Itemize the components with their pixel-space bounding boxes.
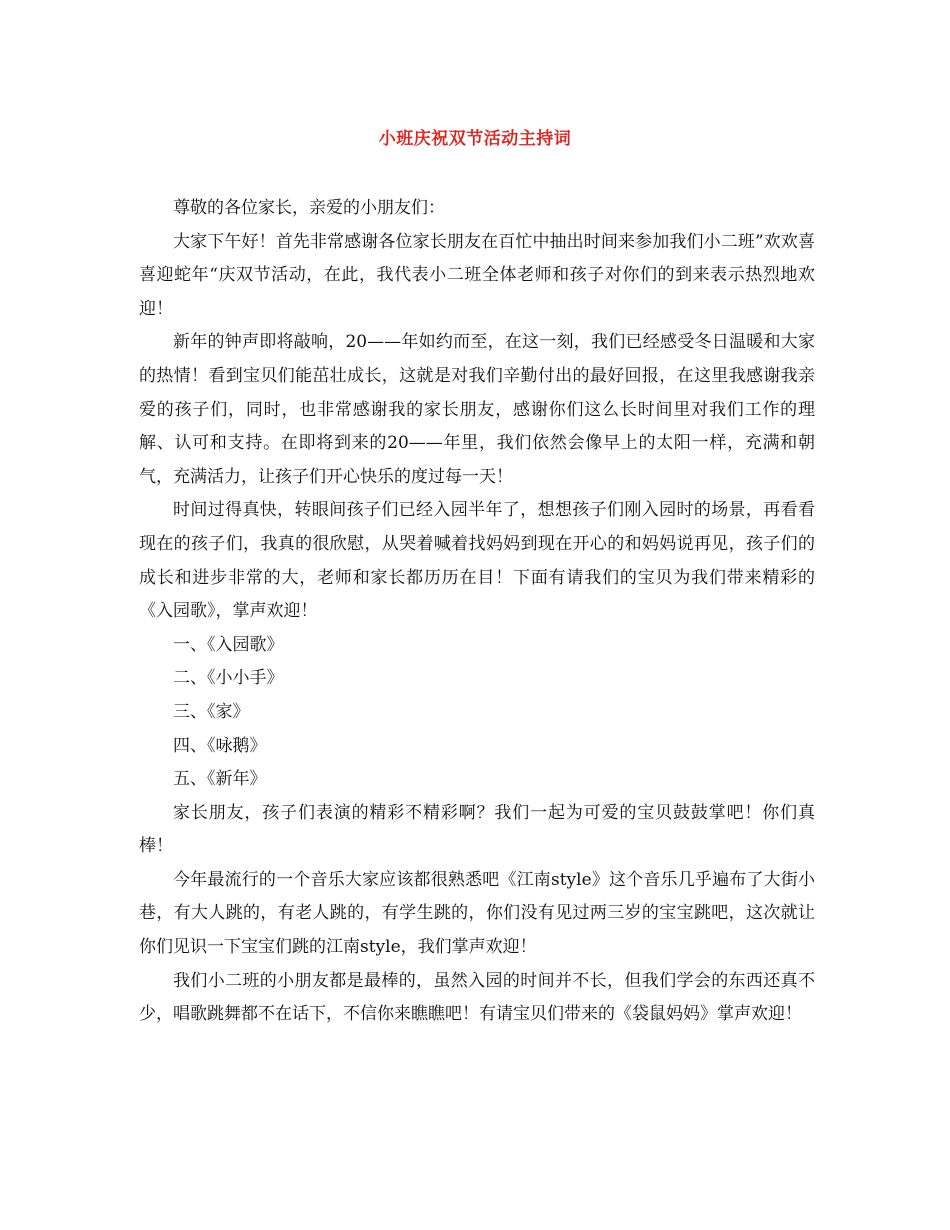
paragraph-gangnam-style: 今年最流行的一个音乐大家应该都很熟悉吧《江南style》这个音乐几乎遍布了大街小巷，有大人跳的，有老人跳的，有学生跳的，你们没有见过两三岁的宝宝跳吧，这次就让你们见识一下宝宝们跳的江南style，我们掌声欢迎！: [139, 869, 815, 958]
document-title: 小班庆祝双节活动主持词: [378, 129, 572, 149]
document-body: [139, 192, 815, 1032]
paragraph-time-flies: 时间过得真快，转眼间孩子们已经入园半年了，想想孩子们刚入园时的场景，再看看现在的孩子们，我真的很欣慰，从哭着喊着找妈妈到现在开心的和妈妈说再见，孩子们的成长和进步非常的大，老师和家长都历历在目！下面有请我们的宝贝为我们带来精彩的《入园歌》，掌声欢迎！: [139, 500, 815, 622]
program-item-1: 一、《入园歌》: [173, 634, 284, 655]
program-item-5: 五、《新年》: [173, 769, 267, 790]
program-item-4: 四、《咏鹅》: [173, 735, 267, 756]
paragraph-kangaroo-mom: 我们小二班的小朋友都是最棒的，虽然入园的时间并不长，但我们学会的东西还真不少，唱歌跳舞都不在话下，不信你来瞧瞧吧！有请宝贝们带来的《袋鼠妈妈》掌声欢迎！: [139, 970, 815, 1025]
paragraph-welcome: 大家下午好！首先非常感谢各位家长朋友在百忙中抽出时间来参加我们小二班”欢欢喜喜迎蛇年“庆双节活动，在此，我代表小二班全体老师和孩子对你们的到来表示热烈地欢迎！: [139, 231, 815, 319]
program-item-3: 三、《家》: [173, 701, 250, 722]
paragraph-applause: 家长朋友，孩子们表演的精彩不精彩啊？我们一起为可爱的宝贝鼓鼓掌吧！你们真棒！: [139, 802, 815, 857]
paragraph-new-year: 新年的钟声即将敲响，20——年如约而至，在这一刻，我们已经感受冬日温暖和大家的热情！看到宝贝们能茁壮成长，这就是对我们辛勤付出的最好回报，在这里我感谢我亲爱的孩子们，同时，也非常感谢我的家长朋友，感谢你们这么长时间里对我们工作的理解、认可和支持。在即将到来的20——年里，我们依然会像早上的太阳一样，充满和朝气，充满活力，让孩子们开心快乐的度过每一天！: [139, 332, 815, 487]
program-item-2: 二、《小小手》: [173, 668, 284, 689]
paragraph-greeting: 尊敬的各位家长，亲爱的小朋友们：: [173, 198, 445, 218]
